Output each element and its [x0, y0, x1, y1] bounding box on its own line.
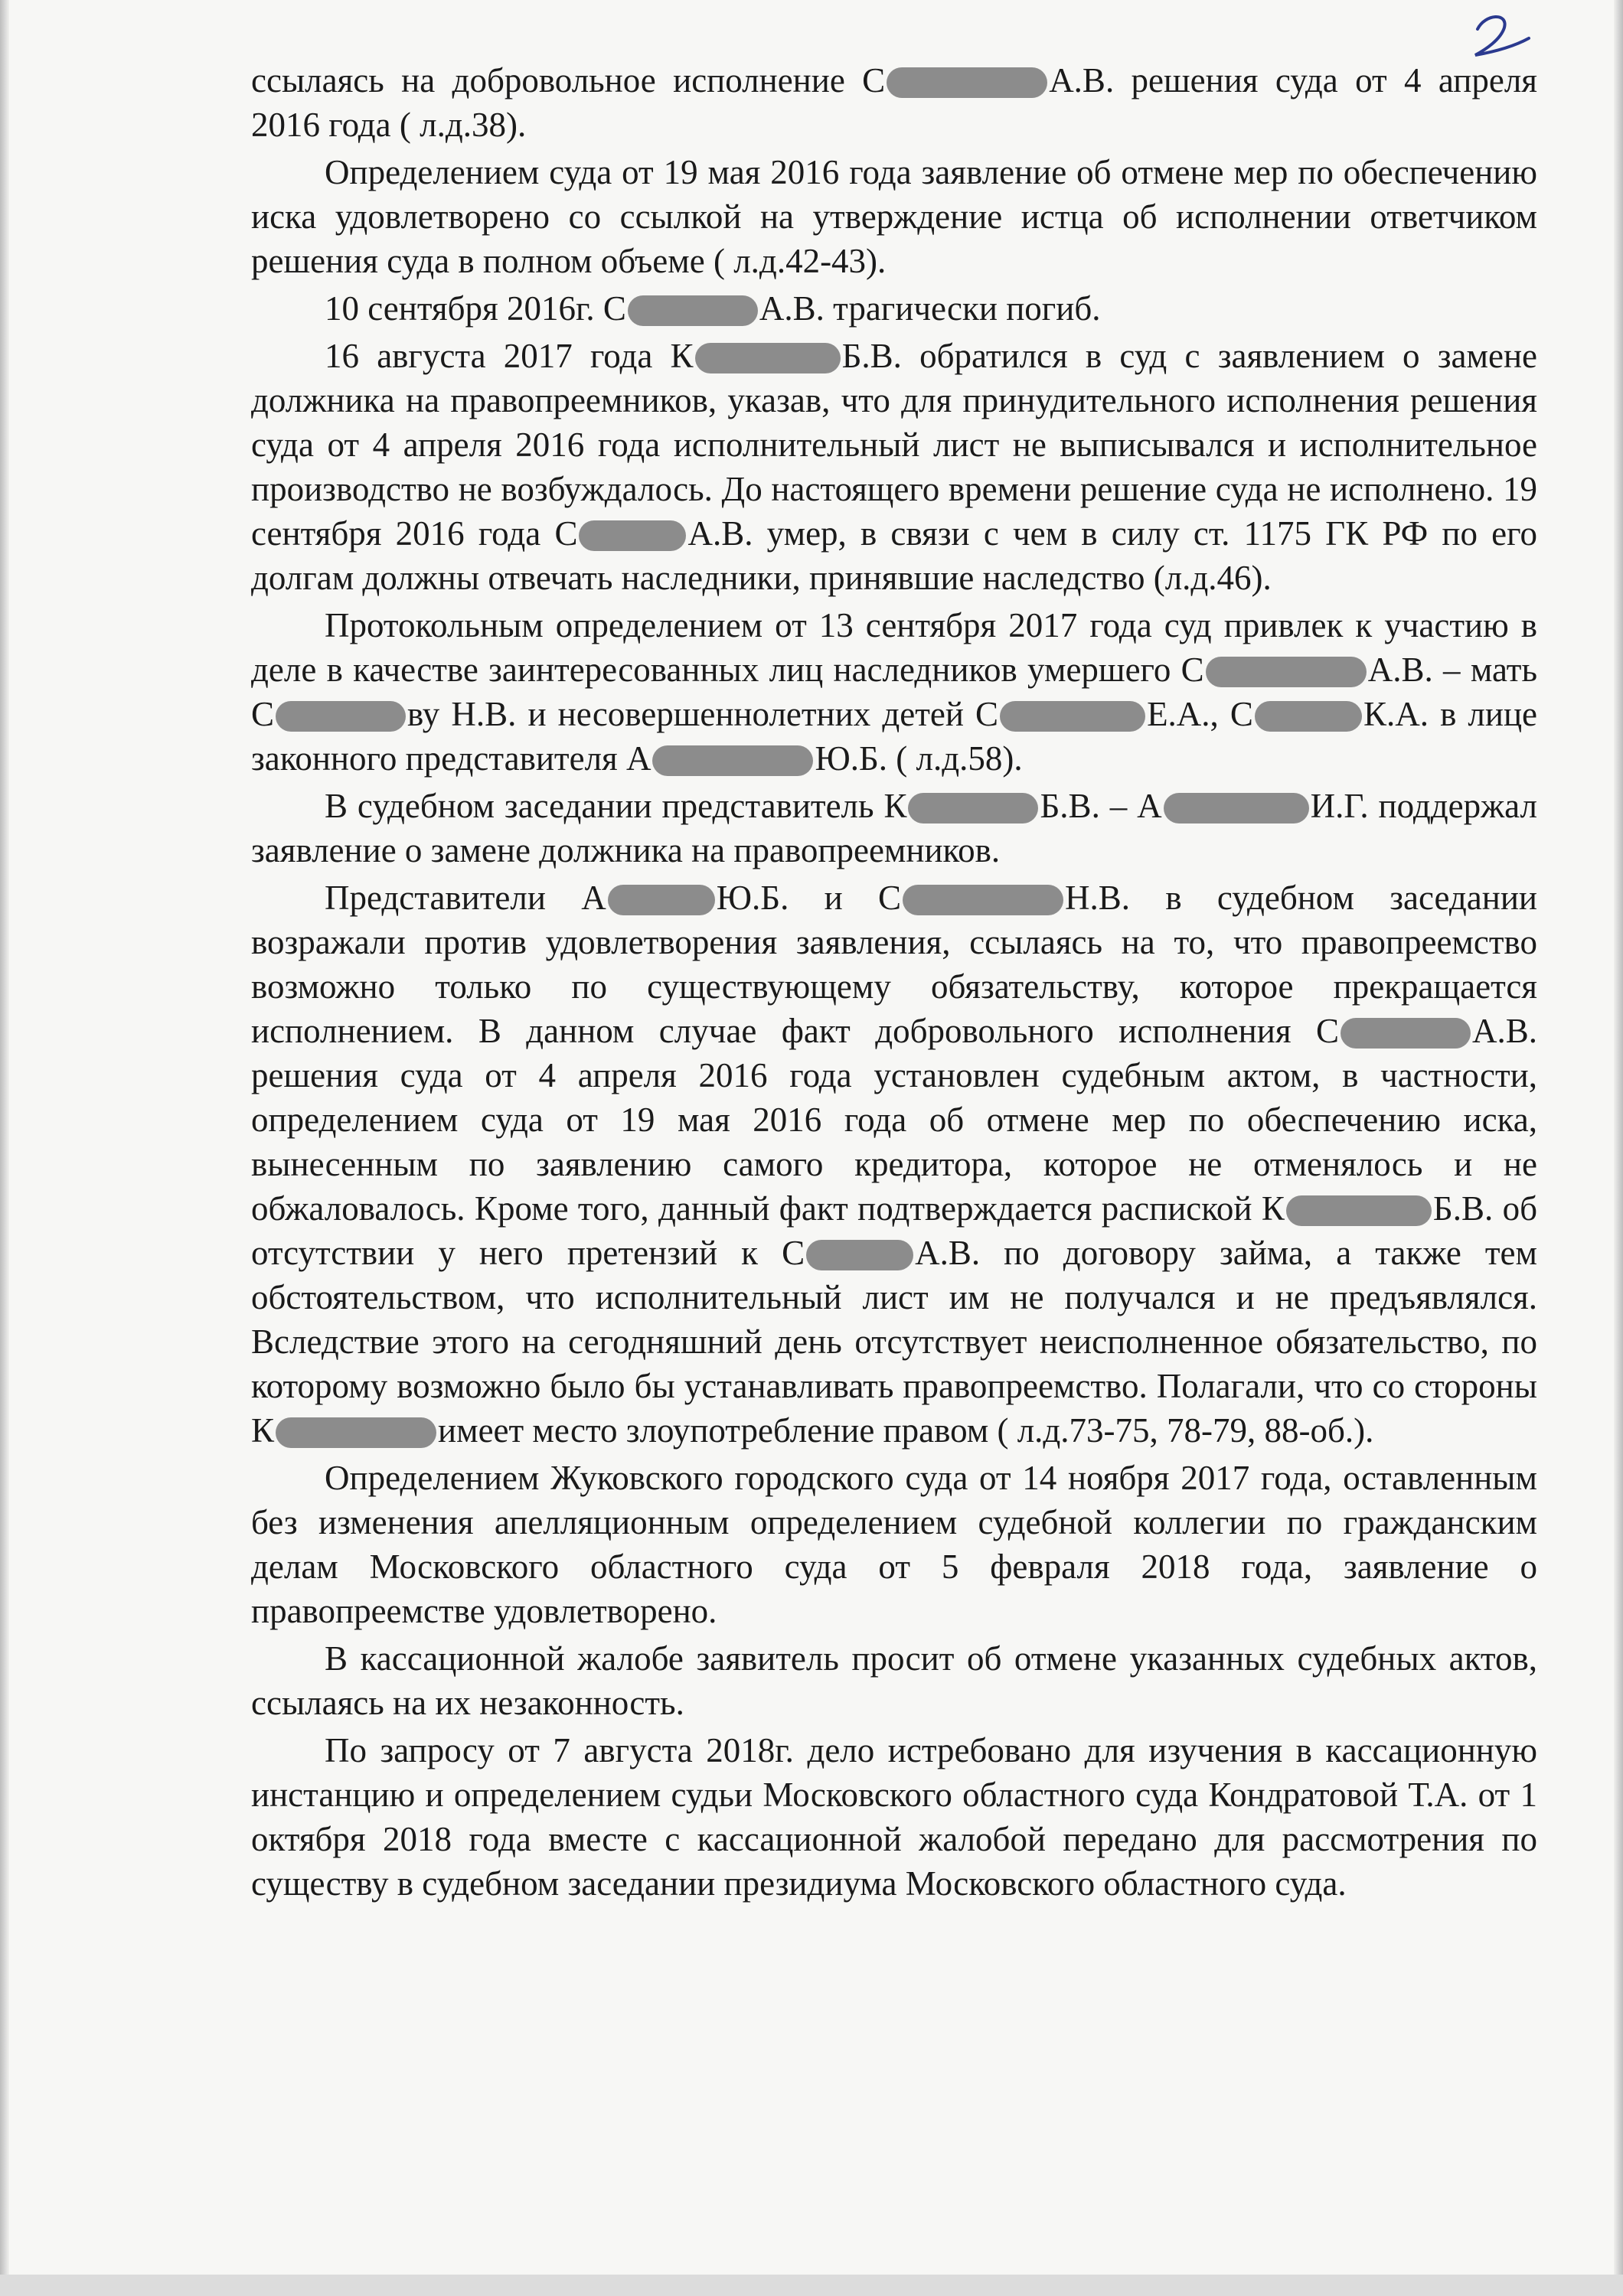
paragraph-text: А.В. умер, в связи с чем в силу ст. 1175 ГК РФ по его долгам должны отвечать наследники, принявшие наследство (л.д.46).: [251, 514, 1537, 597]
redaction-mark: [276, 701, 406, 732]
redaction-mark: [628, 295, 758, 326]
paragraph-p3: [251, 334, 1537, 600]
paragraph-p2: [251, 286, 1537, 331]
paragraph-text: Представители А: [325, 879, 606, 917]
redaction-mark: [579, 520, 686, 551]
paragraph-text: И.Г. поддержал заявление о замене должника на правопреемников.: [251, 787, 1537, 869]
redaction-mark: [903, 885, 1063, 915]
paragraph-text: А.В. – мать С: [251, 651, 1537, 733]
paragraph-text: Н.В. в судебном заседании возражали против удовлетворения заявления, ссылаясь на то, что правопреемство возможно только по существующему обязательству, которое прекращается исполнением. В данном случае факт добровольного исполнения С: [251, 879, 1537, 1050]
redaction-mark: [1206, 657, 1367, 687]
paragraph-text: Б.В. обратился в суд с заявлением о замене должника на правопреемников, указав, что для принудительного исполнения решения суда от 4 апреля 2016 года исполнительный лист не выписывался и исполнительное производство не возбуждалось. До настоящего времени решение суда не исполнено. 19 сентября 2016 года С: [251, 337, 1537, 553]
handwritten-page-number: [1466, 8, 1535, 61]
redaction-mark: [1341, 1018, 1471, 1049]
paragraph-text: Протокольным определением от 13 сентября 2017 года суд привлек к участию в деле в качестве заинтересованных лиц наследников умершего С: [251, 606, 1537, 689]
paragraph-p9: [251, 1728, 1537, 1906]
document-body: [251, 58, 1537, 1909]
paragraph-text: К.А. в лице законного представителя А: [251, 695, 1538, 778]
redaction-mark: [276, 1417, 436, 1448]
paragraph-text: По запросу от 7 августа 2018г. дело истребовано для изучения в кассационную инстанцию и определением судьи Московского областного суда Кондратовой Т.А. от 1 октября 2018 года вместе с кассационной жалобой передано для рассмотрения по существу в судебном заседании президиума Московского областного суда.: [251, 1731, 1537, 1903]
paragraph-text: Б.В. об отсутствии у него претензий к С: [251, 1189, 1538, 1272]
paragraph-text: Ю.Б. и С: [716, 879, 902, 917]
paragraph-text: ву Н.В. и несовершеннолетних детей С: [407, 695, 999, 733]
paragraph-text: Ю.Б. ( л.д.58).: [815, 739, 1023, 778]
paragraph-text: В кассационной жалобе заявитель просит об отмене указанных судебных актов, ссылаясь на их незаконность.: [251, 1639, 1537, 1722]
paragraph-text: В судебном заседании представитель К: [325, 787, 907, 825]
redaction-mark: [695, 343, 841, 373]
paragraph-text: А.В. трагически погиб.: [759, 289, 1101, 328]
paragraph-text: 10 сентября 2016г. С: [325, 289, 626, 328]
redaction-mark: [887, 67, 1047, 98]
redaction-mark: [908, 793, 1038, 823]
redaction-mark: [608, 885, 715, 915]
scan-edge-right: [1614, 0, 1623, 2296]
scan-bottom-edge: [0, 2275, 1623, 2296]
paragraph-p6: [251, 876, 1537, 1453]
paragraph-text: имеет место злоупотребление правом ( л.д.73-75, 78-79, 88-об.).: [438, 1411, 1374, 1450]
paragraph-text: А.В. решения суда от 4 апреля 2016 года ( л.д.38).: [251, 61, 1537, 144]
redaction-mark: [1164, 793, 1309, 823]
paragraph-p5: [251, 784, 1537, 872]
paragraph-p8: [251, 1636, 1537, 1725]
paragraph-text: А.В. решения суда от 4 апреля 2016 года установлен судебным актом, в частности, определением суда от 19 мая 2016 года об отмене мер по обеспечению иска, вынесенным по заявлению самого кредитора, которое не отменялось и не обжаловалось. Кроме того, данный факт подтверждается распиской К: [251, 1012, 1537, 1228]
redaction-mark: [806, 1240, 913, 1270]
redaction-mark: [1286, 1195, 1432, 1226]
redaction-mark: [1000, 701, 1145, 732]
redaction-mark: [652, 745, 813, 776]
paragraph-text: Определением суда от 19 мая 2016 года заявление об отмене мер по обеспечению иска удовлетворено со ссылкой на утверждение истца об исполнении ответчиком решения суда в полном объеме ( л.д.42-43).: [251, 153, 1537, 280]
paragraph-text: ссылаясь на добровольное исполнение С: [251, 61, 886, 99]
paragraph-text: 16 августа 2017 года К: [325, 337, 694, 375]
paragraph-p1: [251, 150, 1537, 283]
scan-edge-left: [0, 0, 9, 2296]
paragraph-p0: [251, 58, 1537, 147]
redaction-mark: [1255, 701, 1362, 732]
paragraph-text: Е.А., С: [1147, 695, 1253, 733]
paragraph-p4: [251, 603, 1537, 781]
paragraph-p7: [251, 1456, 1537, 1633]
paragraph-text: Б.В. – А: [1040, 787, 1162, 825]
paragraph-text: А.В. по договору займа, а также тем обстоятельством, что исполнительный лист им не получался и не предъявлялся. Вследствие этого на сегодняшний день отсутствует неисполненное обязательство, по которому возможно было бы устанавливать правопреемство. Полагали, что со стороны К: [251, 1234, 1537, 1450]
paragraph-text: Определением Жуковского городского суда от 14 ноября 2017 года, оставленным без изменения апелляционным определением судебной коллегии по гражданским делам Московского областного суда от 5 февраля 2018 года, заявление о правопреемстве удовлетворено.: [251, 1459, 1537, 1630]
